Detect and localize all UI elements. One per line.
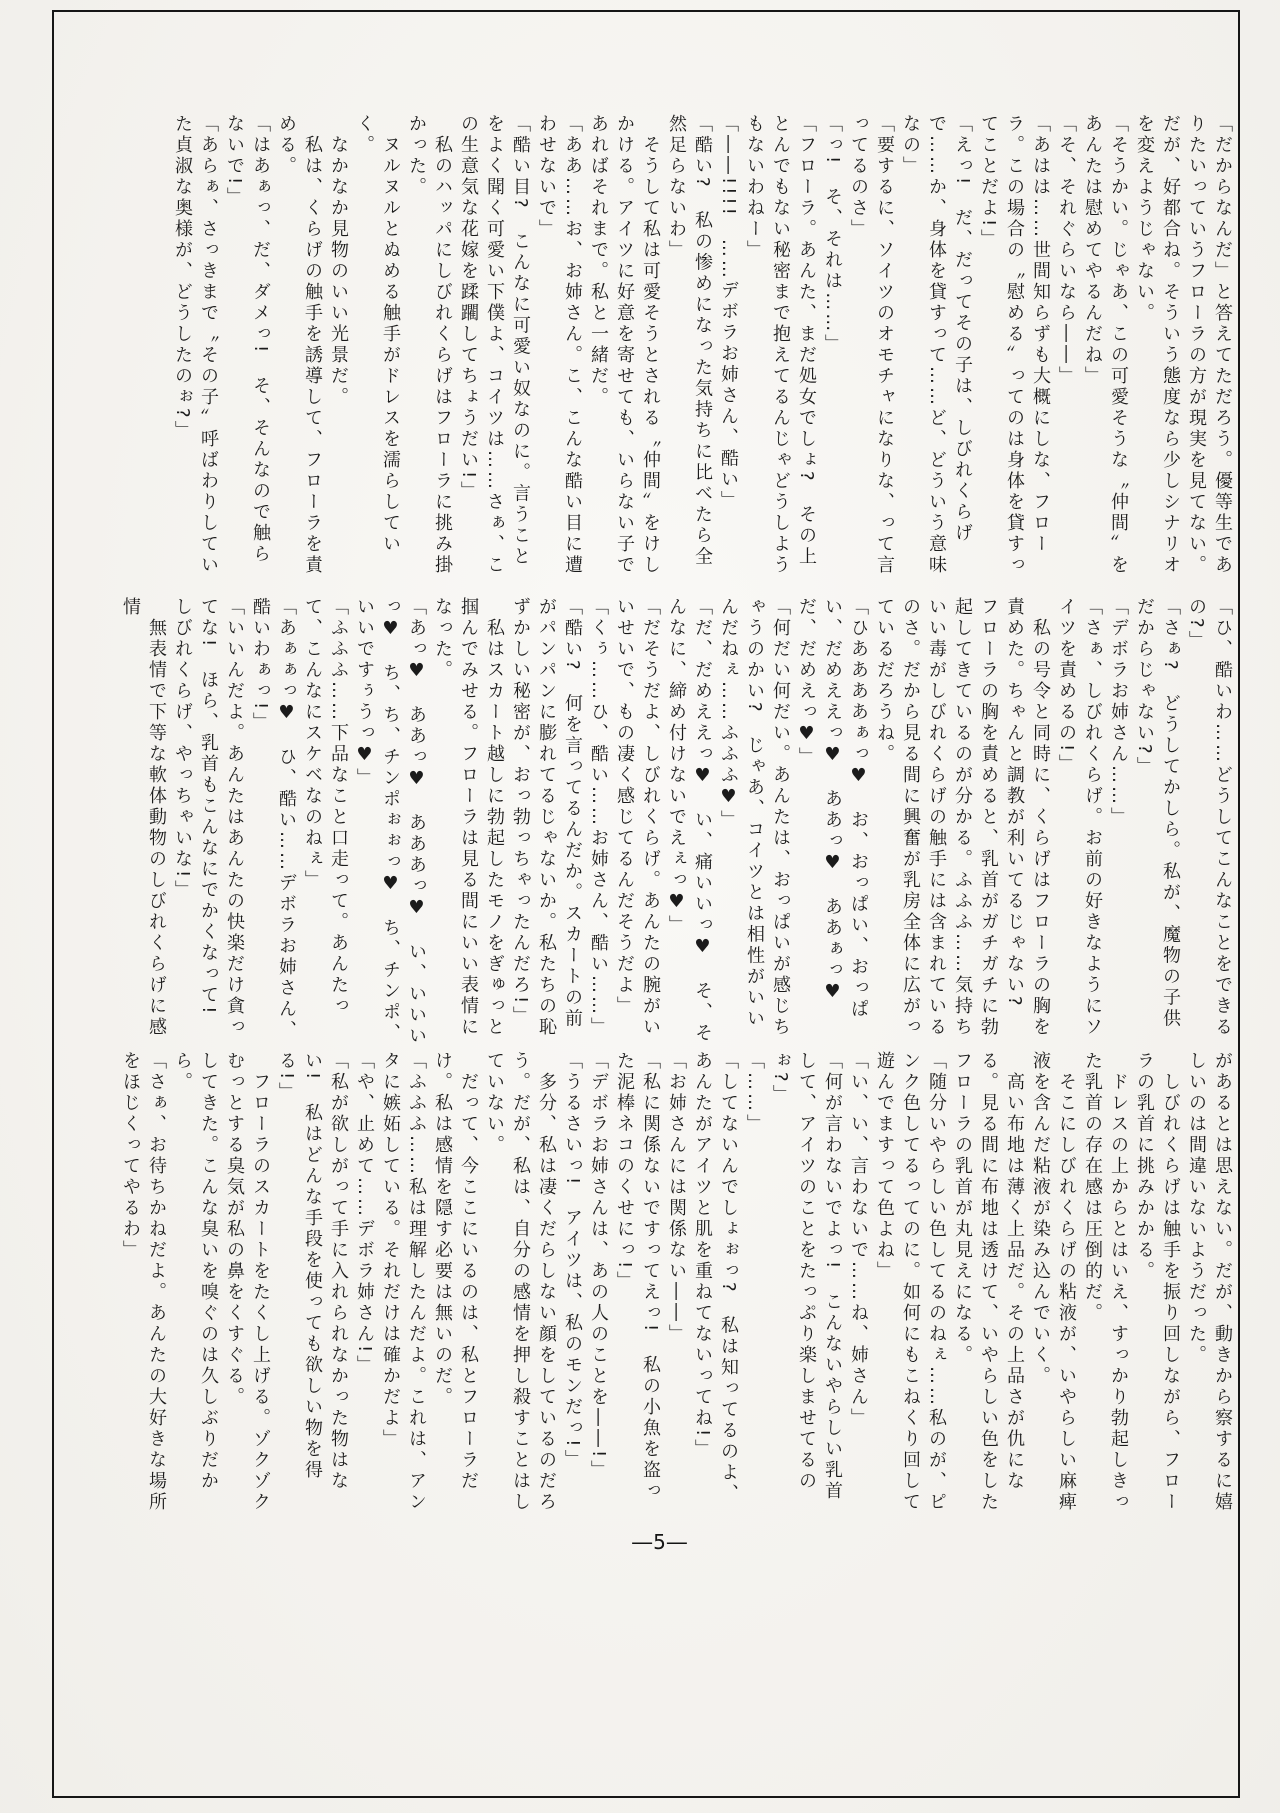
- paragraph: ドレスの上からとはいえ、すっかり勃起しきった乳首の存在感は圧倒的だ。: [1082, 1051, 1129, 1513]
- paragraph: そこにしびれくらげの粘液が、いやらしい麻痺液を含んだ粘液が染み込んでいく。: [1030, 1051, 1077, 1513]
- paragraph: 「私に関係ないですってえっ! 私の小魚を盗った泥棒ネコのくせにっ!」: [614, 1051, 661, 1503]
- paragraph: 「さぁ、お待ちかねだよ。あんたの大好きな場所をほじくってやるわ」: [120, 1051, 167, 1513]
- paragraph: むっとする臭気が私の鼻をくすぐる。: [224, 1051, 245, 1408]
- paragraph: 「してないんでしょぉっ? 私は知ってるのよ、あんたがアイツと肌を重ねてないってね!」: [692, 1051, 739, 1505]
- text-band-bottom: [85, 1051, 1235, 1521]
- paragraph: 「はあぁっ、だ、ダメっ! そ、そんなので触らないで!」: [224, 114, 271, 566]
- paragraph: 多分、私は凄くだらしない顔をしているのだろう。だが、私は、自分の感情を押し殺すことはしていない。: [484, 1051, 557, 1513]
- paragraph: 「さぁ、しびれくらげ。お前の好きなようにソイツを責めるの!」: [1056, 597, 1103, 1038]
- paragraph: 「だそうだよ、しびれくらげ。あんたの腕がいいせいで、もの凄く感じてるんだそうだよ」: [614, 597, 661, 1038]
- paragraph: 「随分いやらしい色してるのねぇ……私のが、ピンク色してるってのに。如何にもこねくり回して遊んでますって色よね」: [874, 1051, 947, 1513]
- paragraph: 「私が欲しがって手に入れられなかった物はない! 私はどんな手段を使っても欲しい物を得る!」: [276, 1051, 349, 1492]
- paragraph: 「ふふふ……下品なこと口走って。あんたって、こんなにスケベなのねぇ」: [302, 597, 349, 1017]
- paragraph: 「あはは……世間知らずも大概にしな、フローラ。この場合の〝慰める〟ってのは身体を貸すってことだよ!」: [978, 114, 1051, 576]
- paragraph: しびれくらげは触手を振り回しながら、フローラの乳首に挑みかかる。: [1134, 1051, 1181, 1513]
- paragraph: 「酷い目? こんなに可愛い奴なのに。言うことをよく聞く可愛い下僕よ、コイツは……さぁ、この生意気な花嫁を蹂躙してちょうだい!」: [458, 114, 531, 576]
- paragraph: 「そうかい。じゃあ、この可愛そうな〝仲間〟をあんたは慰めてやるんだね」: [1082, 114, 1129, 576]
- paragraph: 「えっ! だ、だってその子は、しびれくらげで……か、身体を貸すって……ど、どういう意味なの」: [900, 114, 973, 576]
- paragraph: 「デボラお姉さん……」: [1108, 597, 1129, 828]
- paragraph: 「あらぁ、さっきまで〝その子〟呼ばわりしていた貞淑な奥様が、どうしたのぉ?」: [172, 114, 219, 576]
- paragraph: 「そ、それぐらいなら――」: [1056, 114, 1077, 387]
- paragraph: があるとは思えない。だが、動きから察するに嬉しいのは間違いないようだった。: [1186, 1051, 1233, 1513]
- paragraph: 「何だい何だい。あんたは、おっぱいが感じちゃうのかい? じゃあ、コイツとは相性がいいんだねぇ……ふふふ♥」: [718, 597, 791, 1038]
- paragraph: 「要するに、ソイツのオモチャになりな、って言ってるのさ」: [848, 114, 895, 576]
- text-band-middle: [85, 597, 1235, 1047]
- paragraph: 「っ! そ、それは……」: [822, 114, 843, 356]
- paragraph: だって、今ここにいるのは、私とフローラだけ。私は感情を隠す必要は無いのだ。: [432, 1051, 479, 1492]
- paragraph: 「だ、だめええっ♥ い、痛いいっ♥ そ、そんなに、締め付けないでえぇっ♥」: [666, 597, 713, 1044]
- paragraph: 「くぅ……ひ、酷い……お姉さん、酷い……」: [588, 597, 609, 1038]
- paragraph: 私は、くらげの触手を誘導して、フローラを責める。: [276, 114, 323, 576]
- paragraph: 「ああ……お、お姉さん。こ、こんな酷い目に遭わせないで」: [536, 114, 583, 576]
- paragraph: 「何が言わないでよっ! こんないやらしい乳首して、アイツのことをたっぷり楽しませてるのぉ?」: [770, 1051, 843, 1503]
- paragraph: 「い、い、言わないで……ね、姉さん」: [848, 1051, 869, 1429]
- paragraph: 「あぁぁっ♥ ひ、酷い……デボラお姉さん、酷いわぁっ!」: [250, 597, 297, 1041]
- paragraph: 「あっ♥ ああっ♥ あああっ♥ い、いいいっ♥ ち、ち、チンポぉぉっ♥ ち、チンポ、いいですぅうっ♥」: [354, 597, 427, 1047]
- paragraph: 私のハッパにしびれくらげはフローラに挑み掛かった。: [406, 114, 453, 576]
- page-number: ―5―: [632, 1530, 688, 1554]
- paragraph: 「ふふふ……私は理解したんだよ。これは、アンタに嫉妬している。それだけは確かだよ」: [380, 1051, 427, 1513]
- paragraph: 「――!!!! ……デボラお姉さん、酷い」: [718, 114, 739, 512]
- paragraph: 無表情で下等な軟体動物のしびれくらげに感情: [120, 597, 167, 1038]
- paragraph: 「ひ、酷いわ……どうしてこんなことをできるの?」: [1186, 597, 1233, 1038]
- paragraph: 「うるさいっ! アイツは、私のモンだっ!」: [562, 1051, 583, 1471]
- paragraph: 「……」: [744, 1051, 765, 1135]
- paragraph: 私の号令と同時に、くらげはフローラの胸を責めた。ちゃんと調教が利いてるじゃない? フローラの胸を責めると、乳首がガチガチに勃起してきているのが分かる。ふふふ……気持ちいい毒がしびれくらげの触手には含まれているのさ。だから見る間に興奮が乳房全体に広がっているだろうね。: [874, 597, 1051, 1038]
- paragraph: 「酷い? 何を言ってるんだか。スカートの前がパンパンに膨れてるじゃないか。私たちの恥ずかしい秘密が、おっ勃っちゃったんだろ!」: [510, 597, 583, 1038]
- paragraph: 「だからなんだ」と答えてただろう。優等生でありたいっていうフローラの方が現実を見てない。だが、好都合ね。そういう態度なら少しシナリオを変えようじゃない。: [1134, 114, 1233, 576]
- paragraph: そうして私は可愛そうとされる〝仲間〟をけしかける。アイツに好意を寄せても、いらない子であればそれまで。私と一緒だ。: [588, 114, 661, 576]
- paragraph: 「ひああああぁっ♥ お、おっぱい、おっぱい、だめええっ♥ ああっ♥ ああぁっ♥ だ、だめえっ♥」: [796, 597, 869, 1026]
- paragraph: 「さぁ? どうしてかしら。私が、魔物の子供だからじゃない?」: [1134, 597, 1181, 1030]
- paragraph: 高い布地は薄く上品だ。その上品さが仇になる。見る間に布地は透けて、いやらしい色をしたフローラの乳首が丸見えになる。: [952, 1051, 1025, 1513]
- paragraph: 私はスカート越しに勃起したモノをぎゅっと掴んでみせる。フローラは見る間にいい表情になった。: [432, 597, 505, 1038]
- paragraph: フローラのスカートをたくし上げる。ゾクゾク: [250, 1051, 271, 1513]
- paragraph: なかなか見物のいい光景だ。: [328, 114, 349, 408]
- paragraph: 「デボラお姉さんは、あの人のことを――!」: [588, 1051, 609, 1482]
- paragraph: 「いいんだよ。あんたはあんたの快楽だけ貪ってな! ほら、乳首もこんなにでかくなって! しびれくらげ、やっちゃいな!」: [172, 597, 245, 1038]
- paragraph: してきた。こんな臭いを嗅ぐのは久しぶりだから。: [172, 1051, 219, 1492]
- paragraph: 「お姉さんには関係ない――」: [666, 1051, 687, 1345]
- paragraph: 「フローラ。あんた、まだ処女でしょ? その上とんでもない秘密まで抱えてるんじゃどうしようもないわねー」: [744, 114, 817, 576]
- paragraph: 「や、止めて……デボラ姉さん!」: [354, 1051, 375, 1377]
- paragraph: 「酷い? 私の惨めになった気持ちに比べたら全然足らないわ」: [666, 114, 713, 568]
- paragraph: ヌルヌルとぬめる触手がドレスを濡らしていく。: [354, 114, 401, 555]
- text-band-top: [85, 114, 1235, 580]
